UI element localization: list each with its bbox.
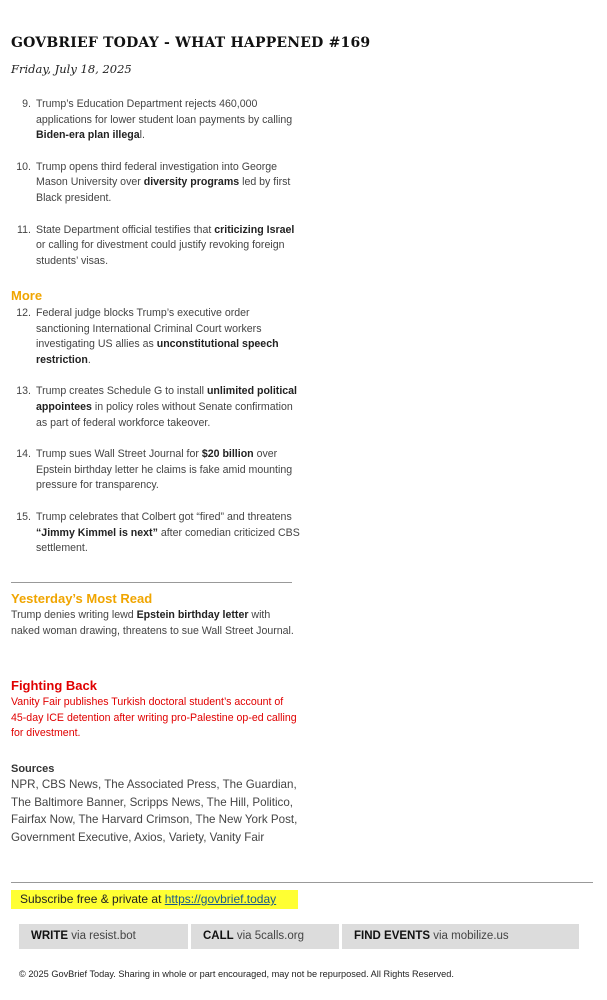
news-item-emphasis: diversity programs xyxy=(143,176,240,189)
newsletter-title: GOVBRIEF TODAY - WHAT HAPPENED #169 xyxy=(11,35,371,51)
call-action-label: CALL xyxy=(203,930,234,942)
copyright-footer: © 2025 GovBrief Today. Sharing in whole or part encouraged, may not be repurposed. All Rights Reserved. xyxy=(19,969,454,979)
news-item-emphasis: unconstitutional speech restriction xyxy=(36,338,279,366)
issue-date: Friday, July 18, 2025 xyxy=(11,62,132,76)
more-heading: More xyxy=(11,288,43,303)
news-list-more xyxy=(11,306,301,557)
sources-list: NPR, CBS News, The Associated Press, The Guardian, The Baltimore Banner, Scripps News, The Hill, Politico, Fairfax Now, The Harvard Crimson, The New York Post, Government Executive, Axios, Variety, Vanity Fair xyxy=(11,778,298,844)
call-action-via: via 5calls.org xyxy=(233,930,304,942)
news-item-number: 15. xyxy=(16,510,31,523)
subscribe-text: Subscribe free & private at xyxy=(20,892,165,906)
news-item-text: over Epstein birthday letter he claims is fake amid mounting pressure for transparency. xyxy=(36,448,293,492)
write-action-via: via resist.bot xyxy=(68,930,136,942)
news-item-text: . xyxy=(87,353,91,366)
news-item-text: Federal judge blocks Trump’s executive order sanctioning International Criminal Court workers investigating US allies as xyxy=(36,307,262,351)
news-list-top xyxy=(11,97,301,269)
write-action-button[interactable] xyxy=(19,924,188,949)
news-item-number: 13. xyxy=(16,385,31,398)
most-read-text-part: with naked woman drawing, threatens to sue Wall Street Journal. xyxy=(11,609,294,637)
footer-divider xyxy=(11,882,593,883)
most-read-section xyxy=(11,591,301,639)
news-item-number: 10. xyxy=(16,160,31,173)
most-read-heading: Yesterday’s Most Read xyxy=(11,591,153,606)
news-item-number: 12. xyxy=(16,307,31,319)
news-item-emphasis: $20 billion xyxy=(201,448,254,461)
fighting-back-link[interactable]: Vanity Fair publishes Turkish doctoral student’s account of 45-day ICE detention after writing pro-Palestine op-ed calling for divestment. xyxy=(11,696,297,740)
sources-heading: Sources xyxy=(11,763,55,775)
find-events-action-label: FIND EVENTS xyxy=(354,930,431,942)
fighting-back-heading: Fighting Back xyxy=(11,678,97,693)
news-item-text: after comedian criticized CBS settlement. xyxy=(36,526,300,555)
news-item-emphasis: “Jimmy Kimmel is next” xyxy=(36,526,158,539)
news-item-emphasis: criticizing Israel xyxy=(214,223,295,236)
most-read-text-bold: Epstein birthday letter xyxy=(136,609,249,621)
news-item[interactable] xyxy=(11,306,301,368)
news-item-number: 9. xyxy=(22,98,31,110)
news-item[interactable] xyxy=(11,97,301,144)
fighting-back-section xyxy=(11,678,301,742)
news-item-text: or calling for divestment could justify revoking foreign students’ visas. xyxy=(36,239,285,267)
news-item-text: l. xyxy=(139,129,145,142)
subscribe-link[interactable]: https://govbrief.today xyxy=(164,892,277,906)
find-events-action-button[interactable] xyxy=(342,924,579,949)
news-item-text: Trump opens third federal investigation into George Mason University over xyxy=(36,160,278,189)
news-item-number: 11. xyxy=(17,223,31,236)
most-read-text xyxy=(11,608,301,639)
news-item-text: in policy roles without Senate confirmation as part of federal workforce takeover. xyxy=(36,400,293,429)
action-bar xyxy=(19,924,579,949)
more-section xyxy=(11,288,301,573)
news-item-text: Trump celebrates that Colbert got “fired” and threatens xyxy=(36,510,292,523)
section-divider xyxy=(11,582,292,583)
top-items-section xyxy=(11,97,301,285)
write-action-label: WRITE xyxy=(31,930,69,942)
news-item-text: State Department official testifies that xyxy=(36,223,215,236)
news-item[interactable] xyxy=(11,160,301,207)
news-item[interactable] xyxy=(11,447,301,494)
news-item[interactable] xyxy=(11,384,301,431)
most-read-text-part: Trump denies writing lewd xyxy=(11,609,137,621)
find-events-action-via: via mobilize.us xyxy=(430,930,509,942)
sources-section xyxy=(11,763,301,846)
news-item[interactable] xyxy=(11,223,301,270)
news-item-text: Trump creates Schedule G to install xyxy=(36,385,207,398)
news-item-number: 14. xyxy=(16,448,31,461)
call-action-button[interactable] xyxy=(191,924,339,949)
subscribe-banner xyxy=(11,890,298,909)
news-item-text: Trump sues Wall Street Journal for xyxy=(36,448,202,461)
news-item-emphasis: Biden-era plan illega xyxy=(36,129,140,142)
news-item[interactable] xyxy=(11,510,301,557)
news-item-text: led by first Black president. xyxy=(36,176,291,204)
news-item-text: Trump’s Education Department rejects 460,000 applications for lower student loan payments by calling xyxy=(36,98,293,126)
news-item-emphasis: unlimited political appointees xyxy=(36,385,298,413)
